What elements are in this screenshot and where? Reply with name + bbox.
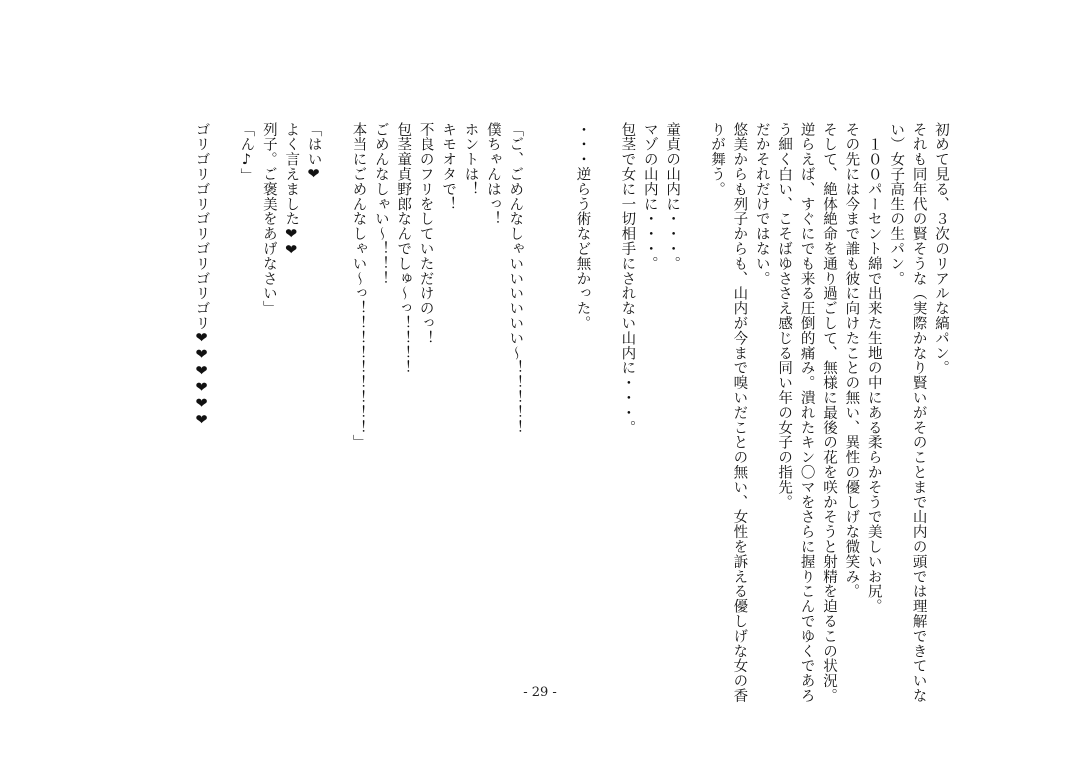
text-line: ごめんなしゃい～！！！: [372, 122, 389, 286]
text-line: [325, 122, 347, 662]
text-line: 逆らえば、すぐにでも来る圧倒的痛み。潰れたキン〇マをさらに握りこんでゆくであろ: [798, 122, 815, 704]
text-line: 不良のフリをしていただけのっ！: [417, 122, 434, 346]
text-line: 包茎で女に一切相手にされない山内に・・・。: [619, 122, 636, 435]
text-line: 包茎童貞野郎なんでしゅ～っ！！！！: [395, 122, 412, 376]
text-line: そして、絶体絶命を通り過ごして、無様に最後の花を咲かそうと射精を迫るこの状況。: [820, 122, 837, 704]
text-line: ホントは！: [462, 122, 479, 197]
text-line: 本当にごめんなしゃい～っ！！！！！！！！！」: [350, 122, 367, 450]
text-line: 悠美からも列子からも、山内が今まで嗅いだことの無い、女性を訴える優しげな女の香: [731, 122, 748, 704]
text-line: 列子。ご褒美をあげなさい」: [260, 122, 277, 316]
text-line: [683, 122, 705, 662]
text-line: ゴリゴリゴリゴリゴリゴリゴリ❤❤❤❤❤❤: [193, 122, 210, 429]
text-line: い）女子高生の生パン。: [888, 122, 905, 286]
text-line: 「ご、ごめんなしゃいいいいいい～！！！！！: [507, 122, 524, 435]
text-line: ・・・逆らう術など無かった。: [574, 122, 591, 331]
text-line: [213, 122, 235, 662]
text-line: それも同年代の賢そうな（実際かなり賢いがそのことまで山内の頭では理解できていな: [910, 122, 927, 704]
text-line: [526, 122, 548, 662]
text-line: だかそれだけではない。: [753, 122, 770, 286]
text-line: １００パーセント綿で出来た生地の中にある柔らかそうで美しいお尻。: [865, 122, 882, 614]
text-line: [549, 122, 571, 662]
text-line: 「ん♪」: [238, 122, 255, 184]
page-number: - 29 -: [523, 685, 557, 700]
text-line: よく言えました❤❤: [283, 122, 300, 260]
text-line: マゾの山内に・・・。: [641, 122, 658, 271]
text-line: キモオタで！: [440, 122, 457, 212]
text-line: 初めて見る、３次のリアルな縞パン。: [933, 122, 949, 376]
text-line: 「はい❤: [305, 122, 322, 184]
text-line: 童貞の山内に・・・。: [664, 122, 681, 271]
text-line: 僕ちゃんはっ！: [484, 122, 501, 227]
text-line: その先には今まで誰も彼に向けたことの無い、異性の優しげな微笑み。: [843, 122, 860, 599]
text-line: う細く白い、こそばゆささえ感じる同い年の女子の指先。: [776, 122, 793, 510]
text-line: [594, 122, 616, 662]
text-line: りが舞う。: [708, 122, 725, 197]
